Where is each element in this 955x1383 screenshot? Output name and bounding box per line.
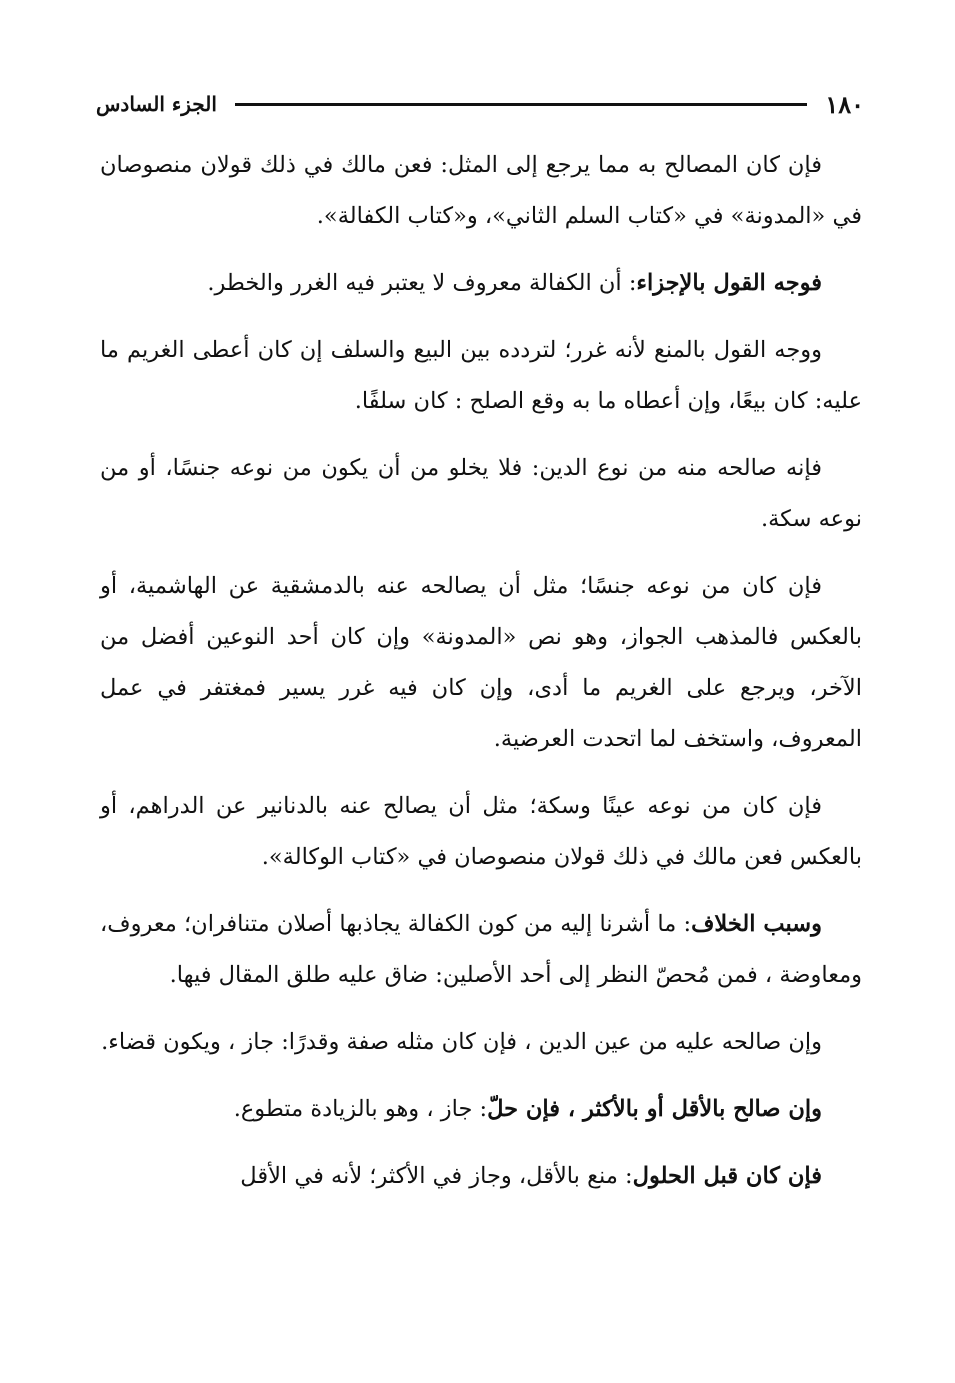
paragraph — [100, 443, 862, 545]
paragraph-text: : جاز ، وهو بالزيادة متطوع. — [233, 1096, 488, 1122]
paragraph — [100, 561, 862, 765]
running-title: الجزء السادس — [96, 92, 217, 116]
page-number: ١٨٠ — [825, 89, 864, 119]
body-text — [100, 140, 862, 1218]
paragraph — [100, 140, 862, 242]
paragraph-text: : أن الكفالة معروف لا يعتبر فيه الغرر والخطر. — [207, 270, 637, 296]
paragraph-text: فإنه صالحه منه من نوع الدين: فلا يخلو من أن يكون من نوعه جنسًا، أو من نوعه سكة. — [100, 455, 862, 532]
paragraph-text: ووجه القول بالمنع لأنه غرر؛ لتردده بين البيع والسلف إن كان أعطى الغريم ما عليه: كان بيعًا، وإن أعطاه ما به وقع الصلح : كان سلفًا. — [100, 337, 862, 414]
paragraph-text: : منع بالأقل، وجاز في الأكثر؛ لأنه في الأقل — [240, 1163, 633, 1189]
paragraph — [100, 258, 862, 309]
paragraph-lead: فإن كان قبل الحلول — [632, 1163, 822, 1189]
header-rule — [235, 103, 807, 106]
paragraph-text: : ما أشرنا إليه من كون الكفالة يجاذبها أصلان متنافران؛ معروف، ومعاوضة ، فمن مُحصّ النظر إلى أحد الأصلين: ضاق عليه طلق المقال فيها. — [100, 911, 862, 988]
paragraph-text: فإن كان من نوعه جنسًا؛ مثل أن يصالحه عنه بالدمشقية عن الهاشمية، أو بالعكس فالمذهب الجواز، وهو نص «المدونة» وإن كان أحد النوعين أفضل من الآخر، ويرجع على الغريم ما أدى، وإن كان فيه غرر يسير فمغتفر في عمل المعروف، واستخف لما اتحدت العرضية. — [100, 573, 862, 752]
paragraph-lead: فوجه القول بالإجزاء — [636, 270, 822, 296]
paragraph-text: وإن صالحه عليه من عين الدين ، فإن كان مثله صفة وقدرًا: جاز ، ويكون قضاء. — [101, 1029, 822, 1055]
paragraph-text: فإن كان من نوعه عينًا وسكة؛ مثل أن يصالح عنه بالدنانير عن الدراهم، أو بالعكس فعن مالك في ذلك قولان منصوصان في «كتاب الوكالة». — [100, 793, 862, 870]
page-header — [96, 84, 864, 124]
paragraph — [100, 1151, 862, 1202]
paragraph — [100, 899, 862, 1001]
paragraph — [100, 325, 862, 427]
paragraph — [100, 1084, 862, 1135]
paragraph — [100, 781, 862, 883]
paragraph-lead: وسبب الخلاف — [691, 911, 822, 937]
paragraph-lead: وإن صالح بالأقل أو بالأكثر ، فإن حلّ — [487, 1096, 822, 1122]
paragraph — [100, 1017, 862, 1068]
paragraph-text: فإن كان المصالح به مما يرجع إلى المثل: فعن مالك في ذلك قولان منصوصان في «المدونة» في «كتاب السلم الثاني»، و«كتاب الكفالة». — [100, 152, 862, 229]
